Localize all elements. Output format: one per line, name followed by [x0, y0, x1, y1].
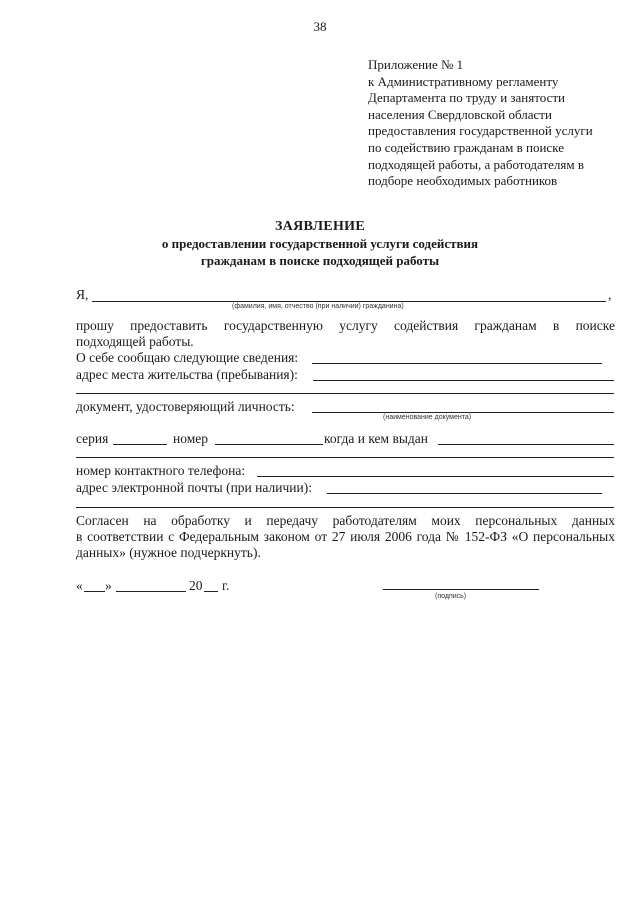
ya-comma: , [608, 287, 612, 302]
request-line1: прошу предоставить государственную услугу содействия гражданам в поиске [76, 318, 615, 333]
date-year-field[interactable] [204, 591, 218, 592]
appendix-line: подходящей работы, а работодателям в [368, 156, 584, 172]
phone-label: номер контактного телефона: [76, 463, 246, 478]
document-field[interactable] [312, 412, 614, 413]
date-open-quote: « [76, 578, 83, 593]
date-year-prefix: 20 [189, 578, 203, 593]
document-caption: (наименование документа) [383, 414, 472, 421]
consent-line3: данных» (нужное подчеркнуть). [76, 545, 261, 560]
issued-label: когда и кем выдан [324, 431, 428, 446]
email-field[interactable] [327, 493, 602, 494]
email-field-continued[interactable] [76, 507, 614, 508]
appendix-line: к Административному регламенту [368, 73, 559, 89]
address-field[interactable] [313, 380, 614, 381]
number-label: номер [173, 431, 209, 446]
appendix-line: подборе необходимых работников [368, 173, 558, 189]
address-label: адрес места жительства (пребывания): [76, 367, 298, 382]
document-subtitle-line1: о предоставлении государственной услуги содействия [161, 236, 479, 251]
fio-caption: (фамилия, имя, отчество (при наличии) гражданина) [232, 303, 404, 310]
appendix-line: Приложение № 1 [368, 57, 464, 72]
about-field[interactable] [312, 363, 602, 364]
document-label: документ, удостоверяющий личность: [76, 399, 295, 414]
consent-line1: Согласен на обработку и передачу работодателям моих персональных данных [76, 513, 615, 528]
ya-label: Я, [76, 287, 89, 302]
consent-line2: в соответствии с Федеральным законом от 27 июля 2006 года № 152-ФЗ «О персональных [76, 529, 615, 544]
appendix-line: по содействию гражданам в поиске [368, 139, 564, 155]
appendix-block [368, 57, 593, 190]
phone-field[interactable] [257, 476, 614, 477]
appendix-line: Департамента по труду и занятости [368, 90, 565, 106]
signature-caption: (подпись) [435, 593, 467, 600]
request-line2: подходящей работы. [76, 334, 194, 349]
signature-field[interactable] [383, 589, 539, 590]
appendix-line: предоставления государственной услуги [368, 123, 593, 139]
date-year-suffix: г. [222, 578, 230, 593]
issued-field-continued[interactable] [76, 457, 614, 458]
date-day-field[interactable] [84, 591, 105, 592]
appendix-line: населения Свердловской области [368, 106, 552, 122]
series-label: серия [76, 431, 109, 446]
about-label: О себе сообщаю следующие сведения: [76, 350, 299, 365]
issued-field[interactable] [438, 444, 614, 445]
number-field[interactable] [215, 444, 323, 445]
series-field[interactable] [113, 444, 167, 445]
page-number: 38 [313, 19, 327, 34]
fio-field[interactable] [92, 301, 606, 302]
document-title: ЗАЯВЛЕНИЕ [274, 219, 365, 234]
date-month-field[interactable] [116, 591, 186, 592]
document-subtitle-line2: гражданам в поиске подходящей работы [200, 253, 440, 268]
email-label: адрес электронной почты (при наличии): [76, 480, 312, 495]
address-field-continued[interactable] [76, 393, 614, 394]
date-close-quote: » [105, 578, 112, 593]
